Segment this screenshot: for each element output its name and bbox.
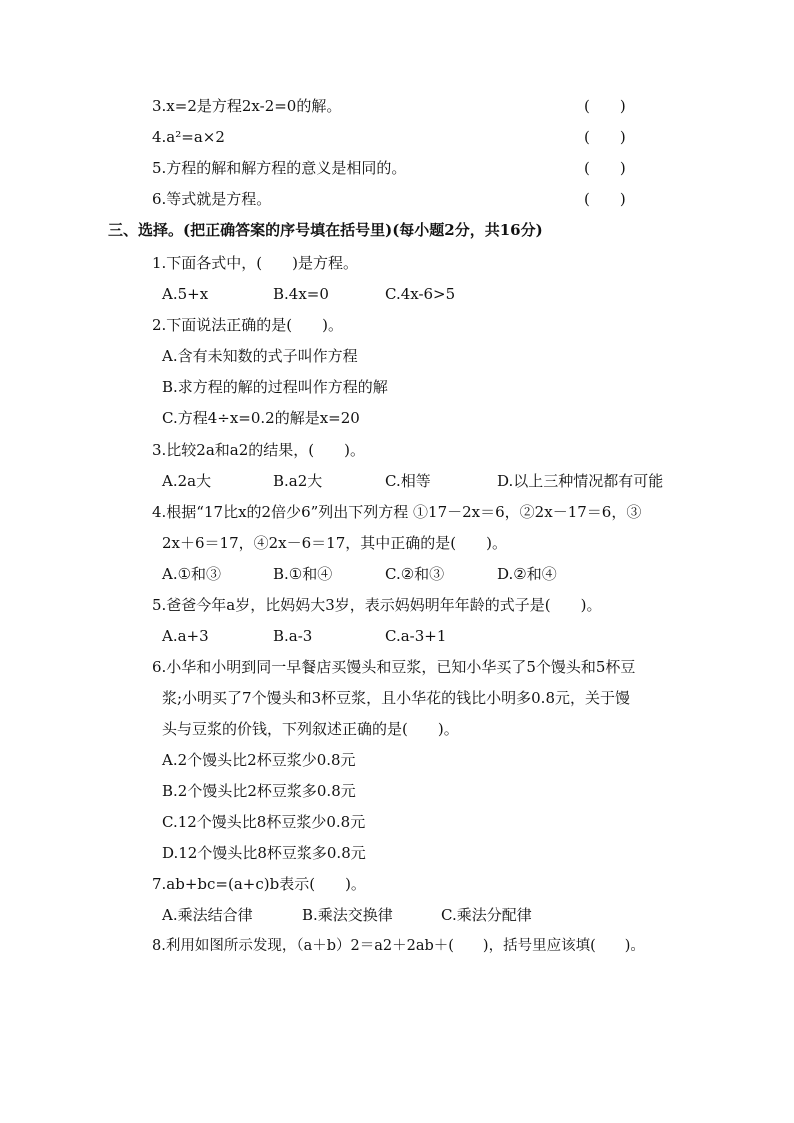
option-c[interactable]: C.相等 bbox=[385, 472, 431, 490]
option-a[interactable]: A.5+x bbox=[162, 285, 209, 303]
option-a[interactable]: A.①和③ bbox=[162, 565, 222, 583]
option-c[interactable]: C.4x-6>5 bbox=[385, 285, 456, 303]
answer-paren-6[interactable]: ( ) bbox=[584, 190, 626, 208]
option-b[interactable]: B.4x=0 bbox=[273, 285, 329, 303]
judgment-item-3: 3.x=2是方程2x-2=0的解。 bbox=[152, 97, 342, 115]
question-1-stem: 1.下面各式中，( )是方程。 bbox=[152, 254, 359, 272]
option-b[interactable]: B.①和④ bbox=[273, 565, 333, 583]
question-5-stem: 5.爸爸今年a岁，比妈妈大3岁，表示妈妈明年年龄的式子是( )。 bbox=[152, 596, 602, 614]
question-4-stem-cont: 2x＋6＝17，④2x－6＝17，其中正确的是( )。 bbox=[162, 534, 507, 552]
option-a[interactable]: A.a+3 bbox=[162, 627, 209, 645]
question-2-stem: 2.下面说法正确的是( )。 bbox=[152, 316, 344, 334]
judgment-item-4: 4.a²=a×2 bbox=[152, 128, 225, 146]
option-a[interactable]: A.乘法结合律 bbox=[162, 906, 253, 924]
option-c[interactable]: C.方程4÷x=0.2的解是x=20 bbox=[162, 409, 360, 427]
option-c[interactable]: C.②和③ bbox=[385, 565, 445, 583]
option-c[interactable]: C.12个馒头比8杯豆浆少0.8元 bbox=[162, 813, 366, 831]
question-4-stem: 4.根据“17比x的2倍少6”列出下列方程 ①17－2x＝6，②2x－17＝6，③ bbox=[152, 503, 642, 521]
judgment-item-6: 6.等式就是方程。 bbox=[152, 190, 272, 208]
option-c[interactable]: C.a-3+1 bbox=[385, 627, 447, 645]
option-a[interactable]: A.含有未知数的式子叫作方程 bbox=[162, 347, 358, 365]
option-c[interactable]: C.乘法分配律 bbox=[441, 906, 532, 924]
option-b[interactable]: B.求方程的解的过程叫作方程的解 bbox=[162, 378, 388, 396]
answer-paren-3[interactable]: ( ) bbox=[584, 97, 626, 115]
question-6-stem-cont: 浆;小明买了7个馒头和3杯豆浆，且小华花的钱比小明多0.8元，关于馒 bbox=[162, 689, 630, 707]
question-6-stem: 6.小华和小明到同一早餐店买馒头和豆浆，已知小华买了5个馒头和5杯豆 bbox=[152, 658, 636, 676]
option-d[interactable]: D.②和④ bbox=[497, 565, 557, 583]
question-7-stem: 7.ab+bc=(a+c)b表示( )。 bbox=[152, 875, 366, 893]
option-b[interactable]: B.a2大 bbox=[273, 472, 323, 490]
question-8-stem: 8.利用如图所示发现，（a＋b）2＝a2＋2ab＋( )，括号里应该填( )。 bbox=[152, 938, 645, 954]
option-b[interactable]: B.a-3 bbox=[273, 627, 313, 645]
question-6-stem-cont2: 头与豆浆的价钱，下列叙述正确的是( )。 bbox=[162, 720, 459, 738]
option-a[interactable]: A.2个馒头比2杯豆浆少0.8元 bbox=[162, 751, 356, 769]
answer-paren-5[interactable]: ( ) bbox=[584, 159, 626, 177]
judgment-item-5: 5.方程的解和解方程的意义是相同的。 bbox=[152, 159, 407, 177]
question-3-stem: 3.比较2a和a2的结果，( )。 bbox=[152, 441, 365, 459]
option-b[interactable]: B.乘法交换律 bbox=[302, 906, 393, 924]
option-d[interactable]: D.以上三种情况都有可能 bbox=[497, 472, 664, 490]
section-title: 三、选择。(把正确答案的序号填在括号里)(每小题2分，共16分) bbox=[108, 221, 543, 239]
answer-paren-4[interactable]: ( ) bbox=[584, 128, 626, 146]
option-b[interactable]: B.2个馒头比2杯豆浆多0.8元 bbox=[162, 782, 356, 800]
option-d[interactable]: D.12个馒头比8杯豆浆多0.8元 bbox=[162, 844, 366, 862]
option-a[interactable]: A.2a大 bbox=[162, 472, 212, 490]
